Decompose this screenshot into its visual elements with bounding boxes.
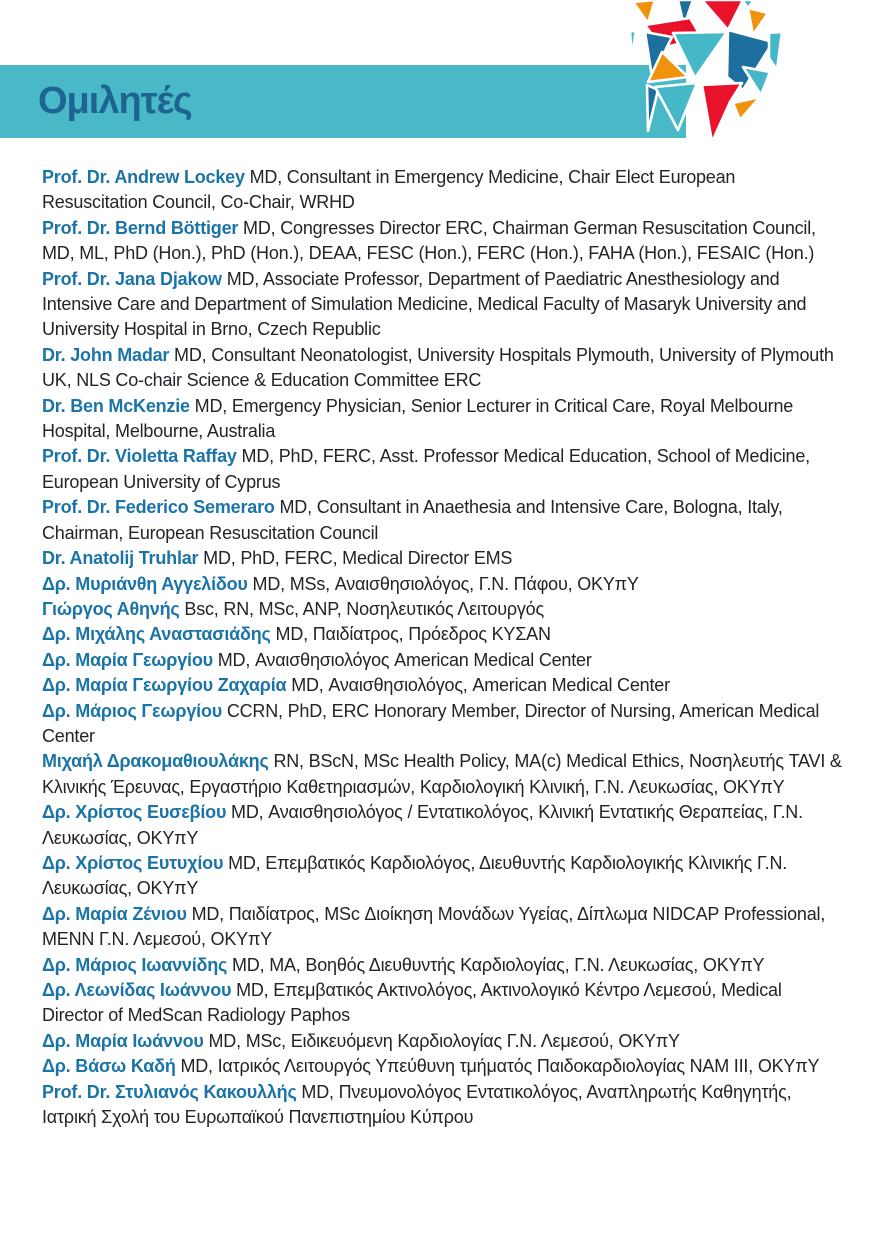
speaker-credentials: MD, PhD, FERC, Asst. Professor Medical Education, School of Medicine, European University of Cyprus [42, 446, 810, 492]
speakers-list [42, 165, 842, 1130]
speaker-name: Prof. Dr. Violetta Raffay [42, 446, 237, 467]
speaker-name: Γιώργος Αθηνής [42, 598, 180, 619]
speaker-credentials: MD, Παιδίατρος, Πρόεδρος ΚΥΣΑΝ [275, 624, 551, 645]
speaker-entry [42, 902, 842, 953]
speaker-entry [42, 851, 842, 902]
speaker-entry [42, 953, 842, 978]
speaker-credentials: MD, Επεμβατικός Ακτινολόγος, Ακτινολογικό Κέντρο Λεμεσού, Medical Director of MedScan Radiology Paphos [42, 980, 782, 1026]
speaker-credentials: MD, PhD, FERC, Medical Director EMS [203, 548, 513, 569]
speaker-entry [42, 343, 842, 394]
speaker-entry [42, 394, 842, 445]
speaker-entry [42, 622, 842, 647]
speaker-credentials: MD, Αναισθησιολόγος / Εντατικολόγος, Κλινική Εντατικής Θεραπείας, Γ.Ν. Λευκωσίας, ΟΚΥπΥ [42, 802, 803, 848]
header-band [0, 65, 686, 138]
speaker-entry [42, 546, 842, 571]
speaker-name: Δρ. Χρίστος Ευτυχίου [42, 852, 224, 873]
speaker-entry [42, 699, 842, 750]
speaker-name: Prof. Dr. Στυλιανός Κακουλλής [42, 1081, 297, 1102]
speaker-name: Prof. Dr. Jana Djakow [42, 268, 222, 289]
speaker-name: Δρ. Μιχάλης Αναστασιάδης [42, 624, 271, 645]
speaker-credentials: MD, Παιδίατρος, MSc Διοίκηση Μονάδων Υγείας, Δίπλωμα NIDCAP Professional, MENN Γ.Ν. Λεμεσού, ΟΚΥπΥ [42, 903, 826, 950]
speaker-credentials: MD, Consultant in Anaethesia and Intensive Care, Bologna, Italy, Chairman, European Resuscitation Council [42, 497, 783, 543]
speaker-credentials: MD, Αναισθησιολόγος, American Medical Center [291, 675, 670, 696]
speaker-entry [42, 1080, 842, 1131]
speaker-credentials: MD, Επεμβατικός Καρδιολόγος, Διευθυντής Καρδιολογικής Κλινικής Γ.Ν. Λευκωσίας, ΟΚΥπΥ [42, 852, 788, 899]
speaker-name: Dr. Anatolij Truhlar [42, 548, 199, 569]
speaker-name: Δρ. Λεωνίδας Ιωάννου [42, 980, 232, 1000]
speaker-name: Δρ. Μαρία Γεωργίου Ζαχαρία [42, 675, 287, 696]
page-title: Ομιλητές [38, 80, 192, 122]
speaker-name: Δρ. Μαρία Γεωργίου [42, 649, 213, 670]
speaker-entry [42, 749, 842, 800]
speaker-entry [42, 648, 842, 673]
speaker-credentials: MD, MSc, Ειδικευόμενη Καρδιολογίας Γ.Ν. Λεμεσού, ΟΚΥπΥ [208, 1030, 680, 1051]
speaker-credentials: Bsc, RN, MSc, ANP, Νοσηλευτικός Λειτουργός [184, 598, 544, 619]
speaker-entry [42, 978, 842, 1029]
speaker-credentials: MD, Associate Professor, Department of Paediatric Anesthesiology and Intensive Care and Department of Simulation Medicine, Medical Faculty of Masaryk University and University Hospital in Brno, Czech Republic [42, 268, 807, 340]
speaker-name: Δρ. Βάσω Καδή [42, 1056, 176, 1077]
speaker-entry [42, 444, 842, 495]
speaker-credentials: MD, MSs, Αναισθησιολόγος, Γ.Ν. Πάφου, ΟΚΥπΥ [252, 573, 639, 594]
speaker-entry [42, 597, 842, 622]
speaker-entry [42, 572, 842, 597]
speaker-entry [42, 1054, 842, 1079]
speaker-credentials: MD, MA, Βοηθός Διευθυντής Καρδιολογίας, Γ.Ν. Λευκωσίας, ΟΚΥπΥ [232, 954, 765, 975]
speaker-name: Prof. Dr. Bernd Böttiger [42, 217, 239, 238]
speaker-name: Δρ. Μαρία Ιωάννου [42, 1030, 204, 1051]
speaker-credentials: MD, Consultant in Emergency Medicine, Chair Elect European Resuscitation Council, Co-Chair, WRHD [42, 167, 736, 213]
speaker-name: Prof. Dr. Andrew Lockey [42, 167, 245, 187]
speaker-entry [42, 267, 842, 343]
speaker-credentials: MD, Consultant Neonatologist, University Hospitals Plymouth, University of Plymouth UK, NLS Co-chair Science & Education Committee ERC [42, 344, 834, 391]
speaker-credentials: MD, Πνευμονολόγος Εντατικολόγος, Αναπληρωτής Καθηγητής, Ιατρική Σχολή του Ευρωπαϊκού Πανεπιστημίου Κύπρου [42, 1081, 792, 1128]
speaker-name: Δρ. Μαρία Ζένιου [42, 903, 187, 924]
speaker-name: Dr. Ben McKenzie [42, 395, 190, 416]
speaker-credentials: RN, BScN, MSc Health Policy, MA(c) Medical Ethics, Νοσηλευτής TAVI & Κλινικής Έρευνας, Εργαστήριο Καθετηριασμών, Καρδιολογική Κλινική, Γ.Ν. Λευκωσίας, ΟΚΥπΥ [42, 751, 842, 797]
speaker-credentials: MD, Congresses Director ERC, Chairman German Resuscitation Council, MD, ML, PhD (Hon.), PhD (Hon.), DEAA, FESC (Hon.), FERC (Hon.), FAHA (Hon.), FESAIC (Hon.) [42, 217, 816, 264]
speaker-credentials: CCRN, PhD, ERC Honorary Member, Director of Nursing, American Medical Center [42, 700, 820, 746]
speaker-credentials: MD, Ιατρικός Λειτουργός Υπεύθυνη τμήματός Παιδοκαρδιολογίας NAM III, ΟΚΥπΥ [180, 1056, 820, 1077]
speaker-credentials: MD, Emergency Physician, Senior Lecturer in Critical Care, Royal Melbourne Hospital, Melbourne, Australia [42, 395, 794, 442]
speaker-entry [42, 165, 842, 216]
speaker-name: Δρ. Μάριος Γεωργίου [42, 700, 223, 721]
speaker-name: Δρ. Μάριος Ιωαννίδης [42, 954, 228, 975]
speaker-name: Δρ. Μυριάνθη Αγγελίδου [42, 573, 248, 594]
speaker-name: Dr. John Madar [42, 344, 170, 365]
speaker-entry [42, 673, 842, 698]
speaker-entry [42, 1029, 842, 1054]
speaker-name: Prof. Dr. Federico Semeraro [42, 497, 275, 518]
speaker-name: Δρ. Χρίστος Ευσεβίου [42, 802, 227, 823]
speaker-entry [42, 216, 842, 267]
conference-mosaic-logo-icon [630, 0, 790, 150]
speaker-name: Μιχαήλ Δρακομαθιουλάκης [42, 751, 269, 772]
speaker-entry [42, 800, 842, 851]
speaker-entry [42, 495, 842, 546]
speaker-credentials: MD, Αναισθησιολόγος American Medical Center [217, 649, 592, 670]
